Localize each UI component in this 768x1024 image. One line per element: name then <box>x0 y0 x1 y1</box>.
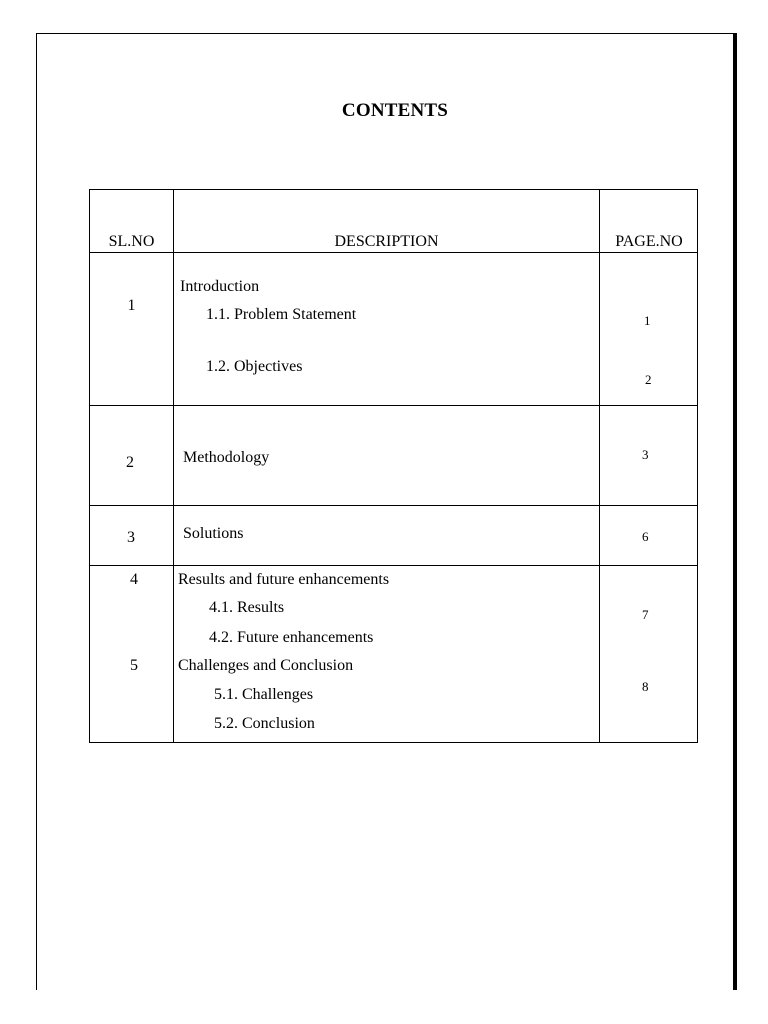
row-1-sl-no: 1 <box>127 297 136 314</box>
column-divider-1 <box>173 190 174 742</box>
row-5-title: Challenges and Conclusion <box>178 657 354 674</box>
page-left-border <box>36 33 37 990</box>
contents-table <box>89 189 698 743</box>
row-divider-1 <box>90 405 697 406</box>
header-description: DESCRIPTION <box>334 233 439 250</box>
row-4-subitem-1: 4.1. Results <box>209 599 285 616</box>
row-2-sl-no: 2 <box>126 454 134 471</box>
row-1-subitem-1: 1.1. Problem Statement <box>206 306 357 323</box>
row-1-subitem-2: 1.2. Objectives <box>206 358 303 375</box>
row-2-title: Methodology <box>183 449 270 466</box>
row-4-subitem-2: 4.2. Future enhancements <box>209 629 374 646</box>
column-divider-2 <box>599 190 600 742</box>
page-top-border <box>36 33 736 34</box>
header-page-no: PAGE.NO <box>615 233 683 250</box>
row-divider-2 <box>90 505 697 506</box>
row-5-subitem-1: 5.1. Challenges <box>214 686 314 703</box>
row-3-page: 6 <box>642 529 649 544</box>
row-4-title: Results and future enhancements <box>178 571 390 588</box>
row-5-subitem-2: 5.2. Conclusion <box>214 715 315 732</box>
row-1-page-2: 2 <box>645 372 652 387</box>
row-5-page: 8 <box>642 679 649 694</box>
row-divider-header <box>90 252 697 253</box>
row-1-page-1: 1 <box>644 313 651 328</box>
row-5-sl-no: 5 <box>130 657 138 674</box>
row-1-title: Introduction <box>180 278 260 295</box>
header-sl-no: SL.NO <box>108 233 155 250</box>
row-4-page: 7 <box>642 607 649 622</box>
page-title: CONTENTS <box>341 100 449 121</box>
row-3-title: Solutions <box>183 525 244 542</box>
row-2-page: 3 <box>642 447 649 462</box>
page-right-border <box>733 33 737 990</box>
row-4-sl-no: 4 <box>130 571 138 588</box>
row-3-sl-no: 3 <box>127 529 135 546</box>
row-divider-3 <box>90 565 697 566</box>
